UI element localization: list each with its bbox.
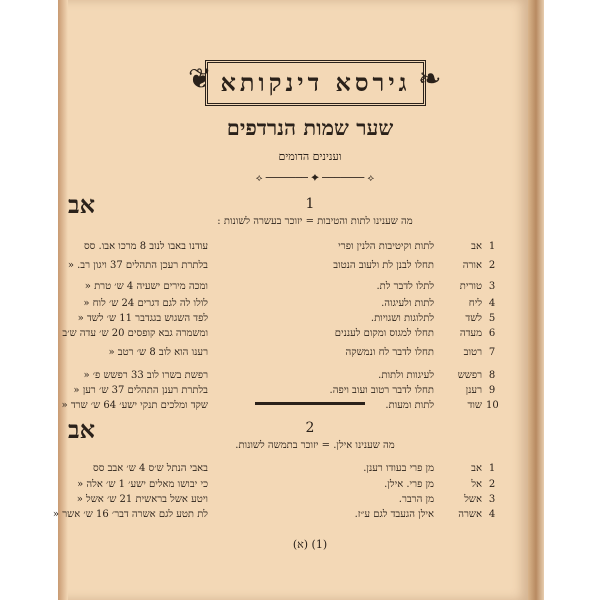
section-letters: אב [68, 415, 95, 444]
entry-word: רטוב [463, 347, 482, 358]
entry-definition: מן פרי. אילן. [384, 479, 434, 490]
entry-reference: לת תטע לגם אשרה דבר׳ 16 ש׳ אשר « [52, 509, 208, 520]
entry-definition: תחלו לדבר רטוב ועוב ויפה. [329, 385, 434, 396]
entry-word: לשד [465, 313, 482, 324]
entry-reference: ויטע אשל בראשית 21 ש׳ אשל « [76, 494, 208, 505]
entry-number: 2 [488, 260, 496, 271]
page-edge [528, 0, 544, 600]
entry-definition: מן פרי בעודו רענן. [363, 463, 434, 474]
entry-word: מעדה [459, 328, 482, 339]
entry-word: אל [471, 479, 482, 490]
section-number: 1 [305, 196, 315, 212]
ornamental-divider-icon: ⟡ ─────── ✦ ─────── ⟡ [255, 173, 375, 184]
entry-number: 3 [488, 281, 496, 292]
entry-definition: מן הרבר. [398, 494, 434, 505]
entry-definition: לתלוגות ושגויות. [370, 313, 434, 324]
entry-reference: ומכה מירים ישעיה 4 ש׳ טרת « [84, 281, 208, 292]
entry-number: 2 [488, 479, 496, 490]
entry-definition: תחלו לדבר לח ונמשקה [345, 347, 434, 358]
entry-definition: לתות ומעות. [385, 400, 434, 411]
entry-word: רפשש [457, 370, 482, 381]
section-title: שער שמות הנרדפים [226, 115, 394, 140]
section-heading: מה שענינו אילן. = יזוכר בתמשה לשונות. [235, 440, 395, 451]
entry-row [78, 280, 498, 294]
ornament-right-icon: ❧ [418, 62, 442, 95]
entry-row [78, 312, 498, 326]
entry-definition: לתות ולעיגוה. [381, 298, 434, 309]
entry-definition: לתות וקיטיבות הלנין ופרי [338, 241, 434, 252]
entry-word: אורה [462, 260, 482, 271]
entry-number: 1 [488, 463, 496, 474]
entry-word: אשל [464, 494, 482, 505]
entry-row [52, 508, 498, 522]
entry-reference: לפד השגוש בגגדבר 11 ש׳ לשד « [77, 313, 208, 324]
entry-row [73, 384, 498, 398]
entry-reference: רפשת בשרו לוב 33 רפשש פ׳ « [83, 370, 208, 381]
entry-number: 10 [486, 400, 499, 411]
entry-row [78, 297, 498, 311]
entry-reference: כי יבושו מאלים ישע׳ 1 ש׳ אלה « [77, 479, 208, 490]
entry-row [78, 493, 498, 507]
section-letters: אב [68, 190, 95, 219]
entry-reference: ומשמרה גבא קופסים 20 ש׳ עדה ש׳ב [62, 328, 208, 339]
entry-reference: שקד ומלכים תנקי ישע׳ 64 ש׳ שרד « [61, 400, 208, 411]
section-heading: מה שענינו לתות והטיבות = יזוכר בעשרה לשונות : [217, 216, 413, 227]
entry-number: 4 [488, 298, 496, 309]
entry-reference: רענו הוא לוב 8 ש׳ רטב « [108, 347, 208, 358]
entry-number: 8 [488, 370, 496, 381]
entry-row [78, 369, 498, 383]
entry-definition: לעיגוות ולתות. [378, 370, 434, 381]
entry-row [78, 462, 498, 476]
entry-word: רענן [465, 385, 482, 396]
entry-row [67, 259, 498, 273]
entry-reference: בלתרת רעכן התהלים 37 ויגון רב. « [67, 260, 208, 271]
section-number: 2 [305, 420, 315, 436]
ornament-left-icon: ❦ [188, 62, 212, 95]
entry-reference: עודנו באבו לנוב 8 מרכו אבו. סס [83, 241, 208, 252]
entry-number: 7 [488, 347, 496, 358]
entry-row [78, 240, 498, 254]
entry-row [78, 478, 498, 492]
entry-number: 6 [488, 328, 496, 339]
entry-number: 4 [488, 509, 496, 520]
entry-definition: תחלו למגוס ומקום לעננים [334, 328, 434, 339]
entry-reference: בלתרת רענן התהלים 37 ש׳ רען « [73, 385, 208, 396]
entry-row [78, 346, 498, 360]
entry-word: שוד [467, 400, 482, 411]
page-number: (א) (1) [292, 538, 328, 551]
section-subtitle: וענינים הדומים [278, 150, 342, 163]
entry-word: אב [471, 463, 482, 474]
entry-number: 5 [488, 313, 496, 324]
page-title: גירסא דינקותא [205, 60, 426, 106]
entry-number: 9 [488, 385, 496, 396]
entry-reference: באבי הנתל ש׳ס 4 ש׳ אבב סס [93, 463, 208, 474]
entry-word: אשרה [458, 509, 482, 520]
entry-number: 3 [488, 494, 496, 505]
entry-definition: לתלו לדבר לת. [376, 281, 434, 292]
entry-word: ליח [468, 298, 482, 309]
entry-word: טורית [459, 281, 482, 292]
entry-definition: אילן הגעבד לגם ע״ז. [354, 509, 434, 520]
entry-definition: תחלו לבנן לת ולעוב הנטוב [333, 260, 434, 271]
entry-number: 1 [488, 241, 496, 252]
entry-word: אב [471, 241, 482, 252]
section-separator [255, 402, 365, 405]
entry-reference: לולו לה לגם דגרים 24 ש׳ לוח « [83, 298, 208, 309]
entry-row [62, 327, 498, 341]
